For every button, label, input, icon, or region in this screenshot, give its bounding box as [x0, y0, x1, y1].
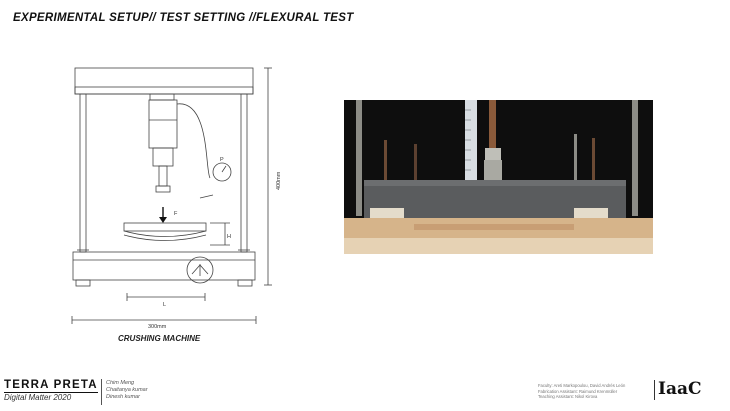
- author-list: [106, 380, 148, 401]
- credit-line: Faculty: Areti Markopoulou, David Andrés León: [538, 383, 626, 388]
- pressure-label: P: [220, 157, 224, 163]
- crushing-machine-drawing: [60, 60, 290, 335]
- footer-divider: [101, 379, 102, 405]
- credit-line: Teaching Assistant: Nikol Kirova: [538, 394, 598, 400]
- brand-title: TERRA PRETA: [4, 379, 98, 391]
- brand-underline: [4, 392, 98, 393]
- span-label: L: [163, 302, 167, 308]
- logo-divider: [654, 380, 655, 400]
- height-dimension-label: 400mm: [276, 171, 282, 190]
- width-dimension-label: 300mm: [148, 324, 167, 330]
- author-name: Chaitanya kumar: [106, 387, 148, 393]
- brand-subtitle: Digital Matter 2020: [4, 393, 72, 402]
- slide-title: EXPERIMENTAL SETUP// TEST SETTING //FLEXURAL TEST: [13, 12, 354, 24]
- footer-brand-block: [4, 379, 148, 402]
- author-name: Dinesh kumar: [106, 394, 140, 400]
- test-setup-photo: [344, 100, 653, 254]
- credit-line: Fabrication Assistant: Raimund Krenmüller: [538, 388, 618, 394]
- height-label: H: [227, 234, 231, 240]
- iaac-logo: IaaC: [658, 379, 702, 399]
- force-label: F: [174, 211, 178, 217]
- drawing-caption: CRUSHING MACHINE: [118, 334, 201, 343]
- author-name: Chim Meng: [106, 380, 135, 386]
- credits-block: [538, 383, 625, 400]
